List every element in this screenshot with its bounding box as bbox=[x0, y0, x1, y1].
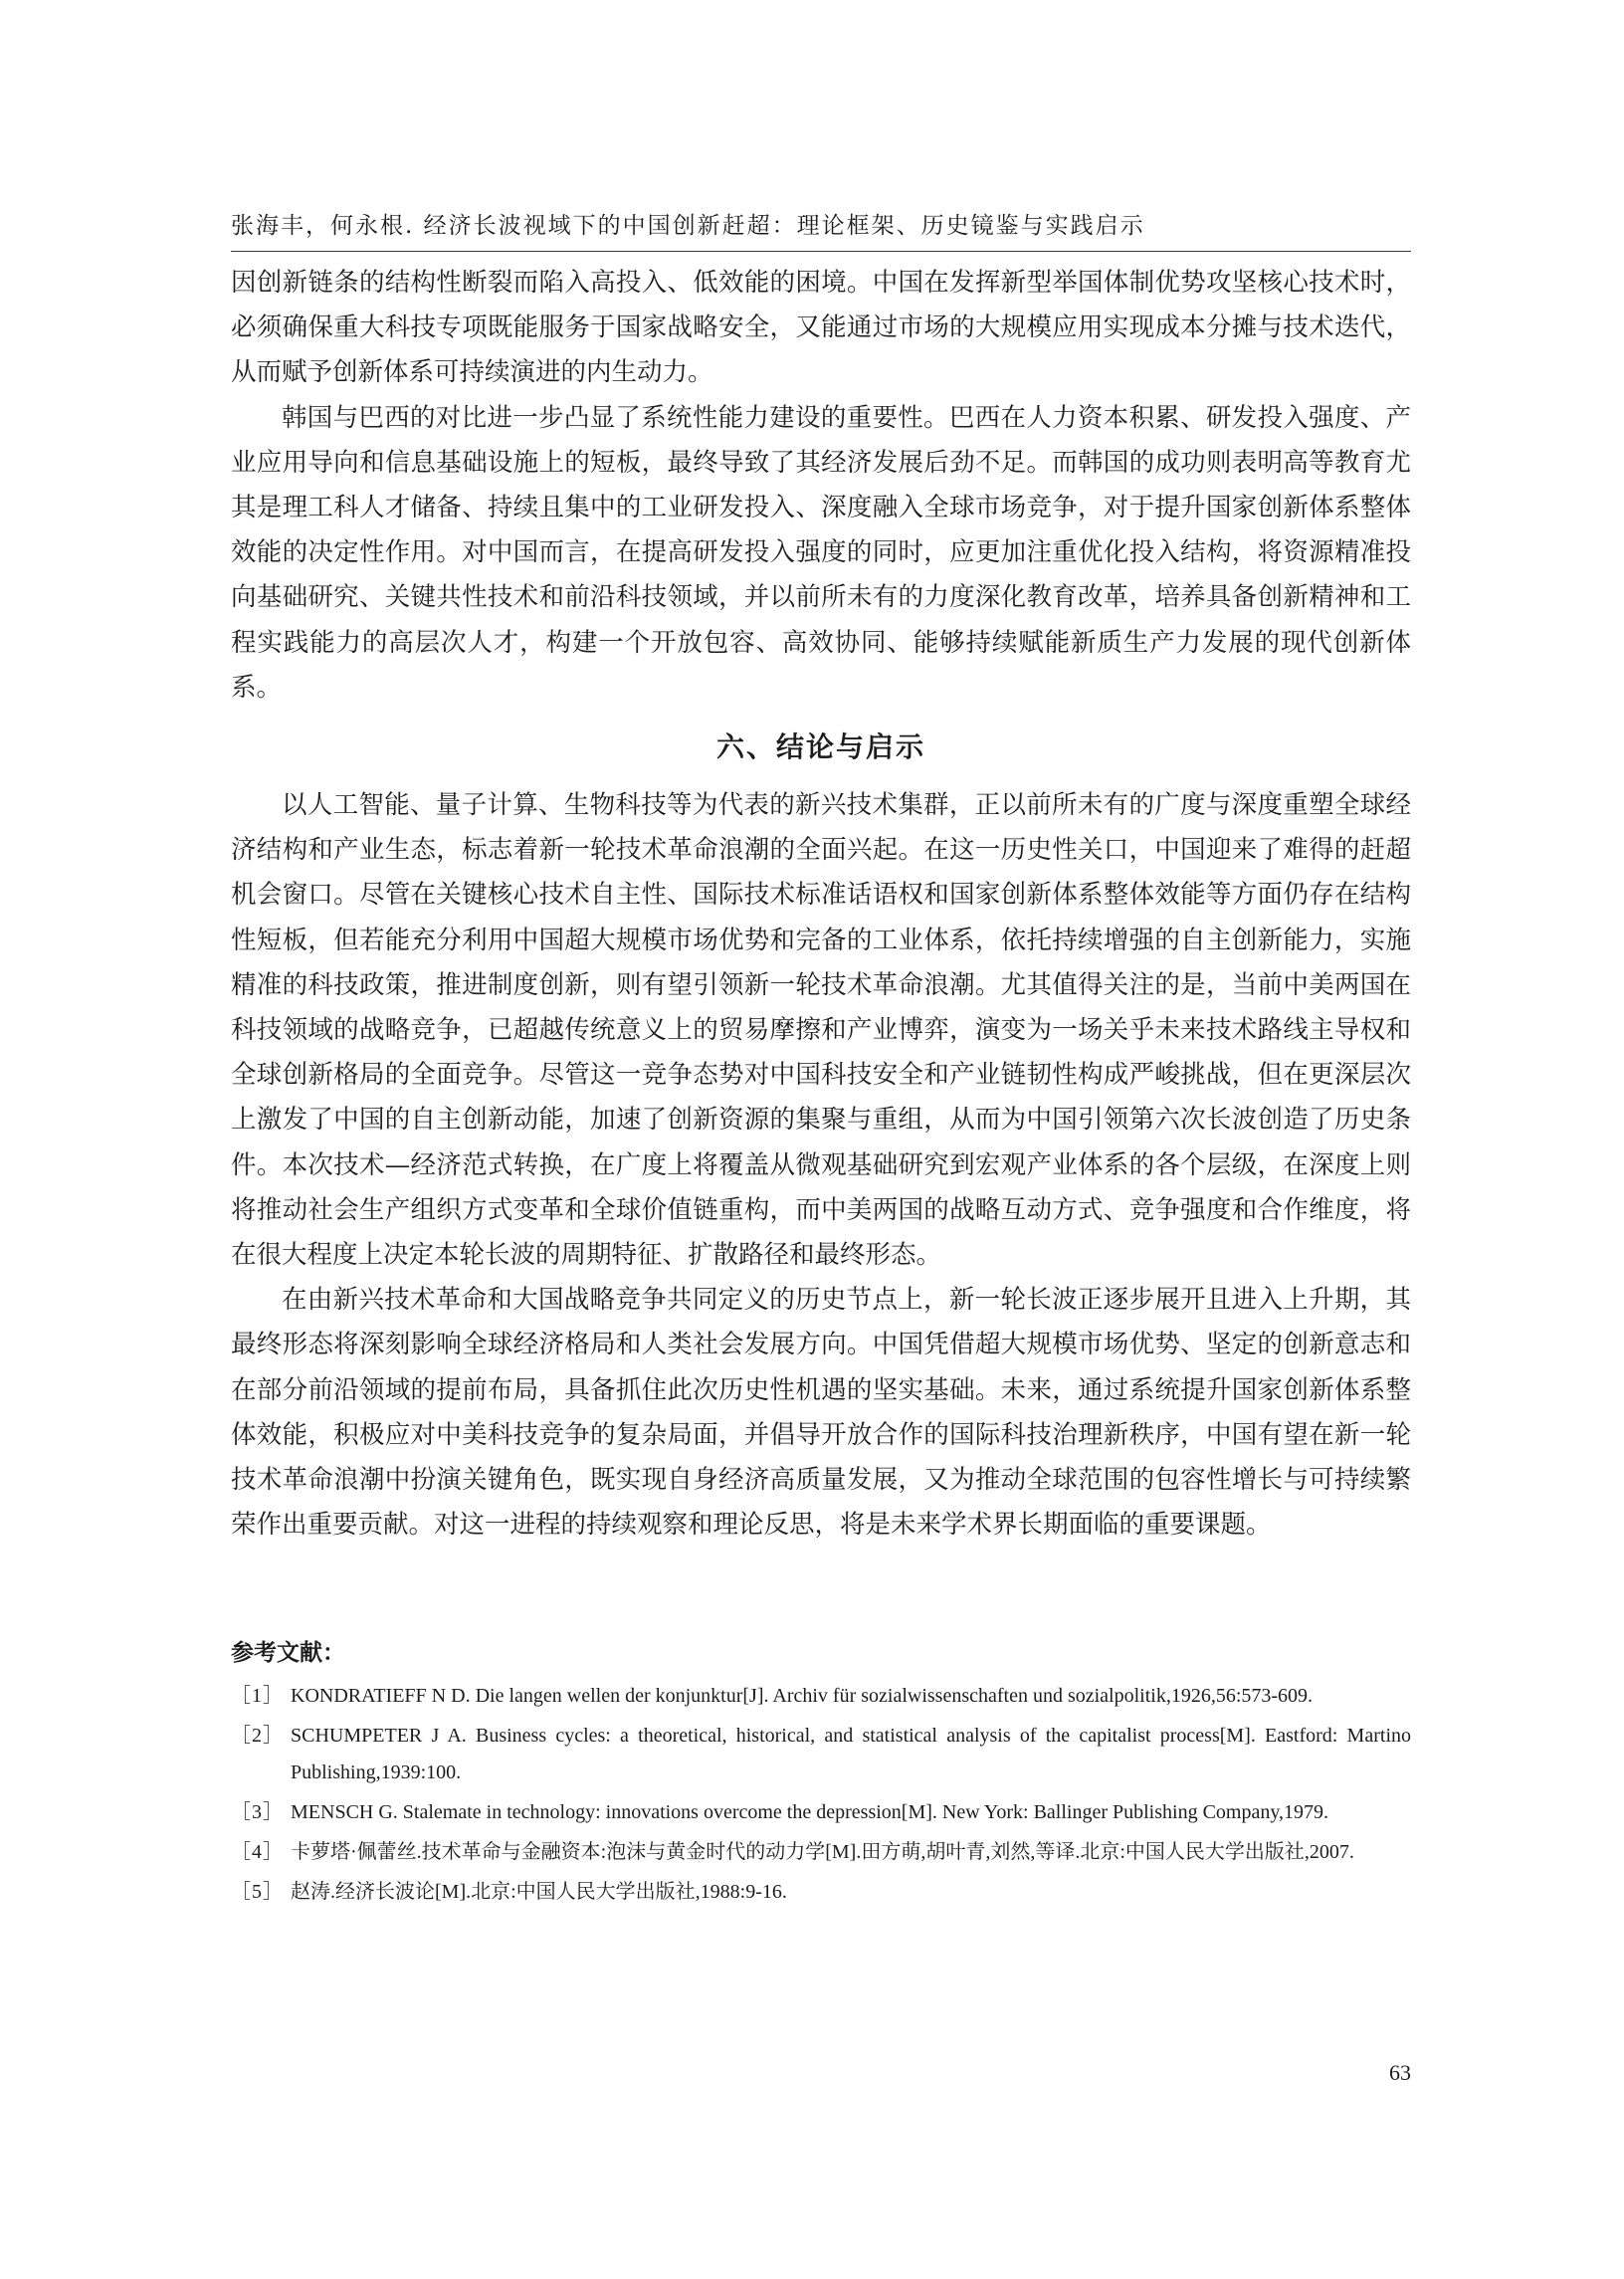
body-text bbox=[231, 261, 1411, 1548]
reference-text: KONDRATIEFF N D. Die langen wellen der konjunktur[J]. Archiv für sozialwissenschaften und sozialpolitik,1926,56:573-609. bbox=[291, 1685, 1314, 1707]
reference-number: ［5］ bbox=[231, 1881, 284, 1903]
reference-item bbox=[231, 1678, 1411, 1715]
reference-number: ［3］ bbox=[231, 1801, 284, 1823]
reference-item bbox=[231, 1874, 1411, 1911]
reference-text: SCHUMPETER J A. Business cycles: a theoretical, historical, and statistical analysis of the capitalist process[M]. Eastford: Martino Publishing,1939:100. bbox=[291, 1725, 1411, 1783]
paragraph: 因创新链条的结构性断裂而陷入高投入、低效能的困境。中国在发挥新型举国体制优势攻坚核心技术时，必须确保重大科技专项既能服务于国家战略安全，又能通过市场的大规模应用实现成本分摊与技术迭代，从而赋予创新体系可持续演进的内生动力。 bbox=[231, 268, 1411, 388]
reference-text: MENSCH G. Stalemate in technology: innovations overcome the depression[M]. New York: Ballinger Publishing Company,1979. bbox=[291, 1801, 1329, 1823]
header-rule bbox=[231, 251, 1411, 252]
running-header: 张海丰，何永根. 经济长波视域下的中国创新赶超：理论框架、历史镜鉴与实践启示 bbox=[231, 213, 1145, 239]
page-number: 63 bbox=[1389, 2060, 1411, 2085]
paragraph: 在由新兴技术革命和大国战略竞争共同定义的历史节点上，新一轮长波正逐步展开且进入上升期，其最终形态将深刻影响全球经济格局和人类社会发展方向。中国凭借超大规模市场优势、坚定的创新意志和在部分前沿领域的提前布局，具备抓住此次历史性机遇的坚实基础。未来，通过系统提升国家创新体系整体效能，积极应对中美科技竞争的复杂局面，并倡导开放合作的国际科技治理新秩序，中国有望在新一轮技术革命浪潮中扮演关键角色，既实现自身经济高质量发展，又为推动全球范围的包容性增长与可持续繁荣作出重要贡献。对这一进程的持续观察和理论反思，将是未来学术界长期面临的重要课题。 bbox=[231, 1285, 1411, 1541]
reference-item bbox=[231, 1718, 1411, 1791]
reference-item bbox=[231, 1794, 1411, 1831]
reference-number: ［4］ bbox=[231, 1841, 284, 1863]
references-list bbox=[231, 1678, 1411, 1914]
reference-number: ［1］ bbox=[231, 1685, 284, 1707]
section-heading: 六、结论与启示 bbox=[715, 730, 925, 764]
paragraph: 以人工智能、量子计算、生物科技等为代表的新兴技术集群，正以前所未有的广度与深度重塑全球经济结构和产业生态，标志着新一轮技术革命浪潮的全面兴起。在这一历史性关口，中国迎来了难得的赶超机会窗口。尽管在关键核心技术自主性、国际技术标准话语权和国家创新体系整体效能等方面仍存在结构性短板，但若能充分利用中国超大规模市场优势和完备的工业体系，依托持续增强的自主创新能力，实施精准的科技政策，推进制度创新，则有望引领新一轮技术革命浪潮。尤其值得关注的是，当前中美两国在科技领域的战略竞争，已超越传统意义上的贸易摩擦和产业博弈，演变为一场关乎未来技术路线主导权和全球创新格局的全面竞争。尽管这一竞争态势对中国科技安全和产业链韧性构成严峻挑战，但在更深层次上激发了中国的自主创新动能，加速了创新资源的集聚与重组，从而为中国引领第六次长波创造了历史条件。本次技术—经济范式转换，在广度上将覆盖从微观基础研究到宏观产业体系的各个层级，在深度上则将推动社会生产组织方式变革和全球价值链重构，而中美两国的战略互动方式、竞争强度和合作维度，将在很大程度上决定本轮长波的周期特征、扩散路径和最终形态。 bbox=[231, 790, 1411, 1271]
paragraph: 韩国与巴西的对比进一步凸显了系统性能力建设的重要性。巴西在人力资本积累、研发投入强度、产业应用导向和信息基础设施上的短板，最终导致了其经济发展后劲不足。而韩国的成功则表明高等教育尤其是理工科人才储备、持续且集中的工业研发投入、深度融入全球市场竞争，对于提升国家创新体系整体效能的决定性作用。对中国而言，在提高研发投入强度的同时，应更加注重优化投入结构，将资源精准投向基础研究、关键共性技术和前沿科技领域，并以前所未有的力度深化教育改革，培养具备创新精神和工程实践能力的高层次人才，构建一个开放包容、高效协同、能够持续赋能新质生产力发展的现代创新体系。 bbox=[231, 402, 1411, 703]
reference-number: ［2］ bbox=[231, 1725, 284, 1747]
references-heading: 参考文献： bbox=[231, 1640, 345, 1666]
reference-item bbox=[231, 1834, 1411, 1871]
reference-text: 卡萝塔·佩蕾丝.技术革命与金融资本:泡沫与黄金时代的动力学[M].田方萌,胡叶青,刘然,等译.北京:中国人民大学出版社,2007. bbox=[291, 1841, 1354, 1863]
reference-text: 赵涛.经济长波论[M].北京:中国人民大学出版社,1988:9-16. bbox=[291, 1881, 787, 1903]
